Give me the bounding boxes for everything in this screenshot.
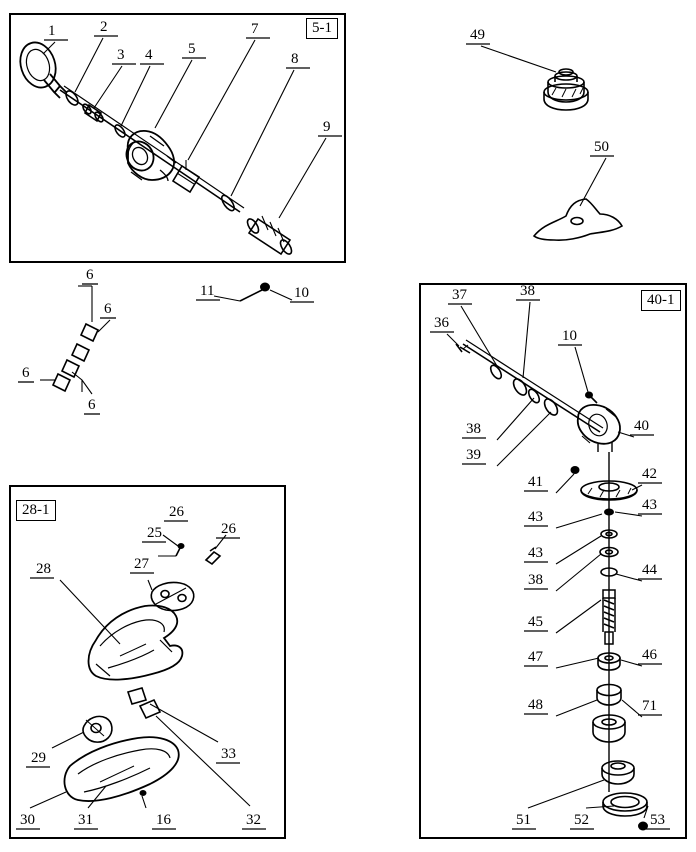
- callout-46: 46: [642, 647, 657, 663]
- callout-40: 40: [634, 418, 649, 434]
- callout-10-a: 10: [294, 285, 309, 301]
- callout-38-c: 38: [528, 572, 543, 588]
- callout-43-c: 43: [528, 545, 543, 561]
- callout-31: 31: [78, 812, 93, 828]
- callout-2: 2: [100, 19, 108, 35]
- callout-7: 7: [251, 21, 259, 37]
- callout-36: 36: [434, 315, 449, 331]
- panel-tag-5-1: 5-1: [306, 18, 338, 39]
- callout-6-a: 6: [86, 267, 94, 283]
- callout-49: 49: [470, 27, 485, 43]
- callout-6-d: 6: [88, 397, 96, 413]
- callout-29: 29: [31, 750, 46, 766]
- callout-42: 42: [642, 466, 657, 482]
- callout-51: 51: [516, 812, 531, 828]
- callout-11: 11: [200, 283, 215, 299]
- callout-33: 33: [221, 746, 236, 762]
- callout-43-b: 43: [642, 497, 657, 513]
- callout-38-b: 38: [466, 421, 481, 437]
- callout-71: 71: [642, 698, 657, 714]
- callout-43-a: 43: [528, 509, 543, 525]
- callout-28: 28: [36, 561, 51, 577]
- callout-27: 27: [134, 556, 149, 572]
- panel-tag-28-1: 28-1: [16, 500, 56, 521]
- callout-10-b: 10: [562, 328, 577, 344]
- panel-tag-40-1: 40-1: [641, 290, 681, 311]
- callout-47: 47: [528, 649, 543, 665]
- callout-38-a: 38: [520, 283, 535, 299]
- callout-6-b: 6: [104, 301, 112, 317]
- callout-4: 4: [145, 47, 153, 63]
- callout-25: 25: [147, 525, 162, 541]
- callout-3: 3: [117, 47, 125, 63]
- callout-16: 16: [156, 812, 171, 828]
- callout-6-c: 6: [22, 365, 30, 381]
- callout-30: 30: [20, 812, 35, 828]
- callout-41: 41: [528, 474, 543, 490]
- callout-8: 8: [291, 51, 299, 67]
- callout-44: 44: [642, 562, 657, 578]
- callout-26-b: 26: [221, 521, 236, 537]
- callout-32: 32: [246, 812, 261, 828]
- callout-50: 50: [594, 139, 609, 155]
- callout-48: 48: [528, 697, 543, 713]
- callout-37: 37: [452, 287, 467, 303]
- callout-53: 53: [650, 812, 665, 828]
- callout-45: 45: [528, 614, 543, 630]
- callout-5: 5: [188, 41, 196, 57]
- callout-9: 9: [323, 119, 331, 135]
- callout-39: 39: [466, 447, 481, 463]
- callout-26-a: 26: [169, 504, 184, 520]
- callout-1: 1: [48, 23, 56, 39]
- callout-52: 52: [574, 812, 589, 828]
